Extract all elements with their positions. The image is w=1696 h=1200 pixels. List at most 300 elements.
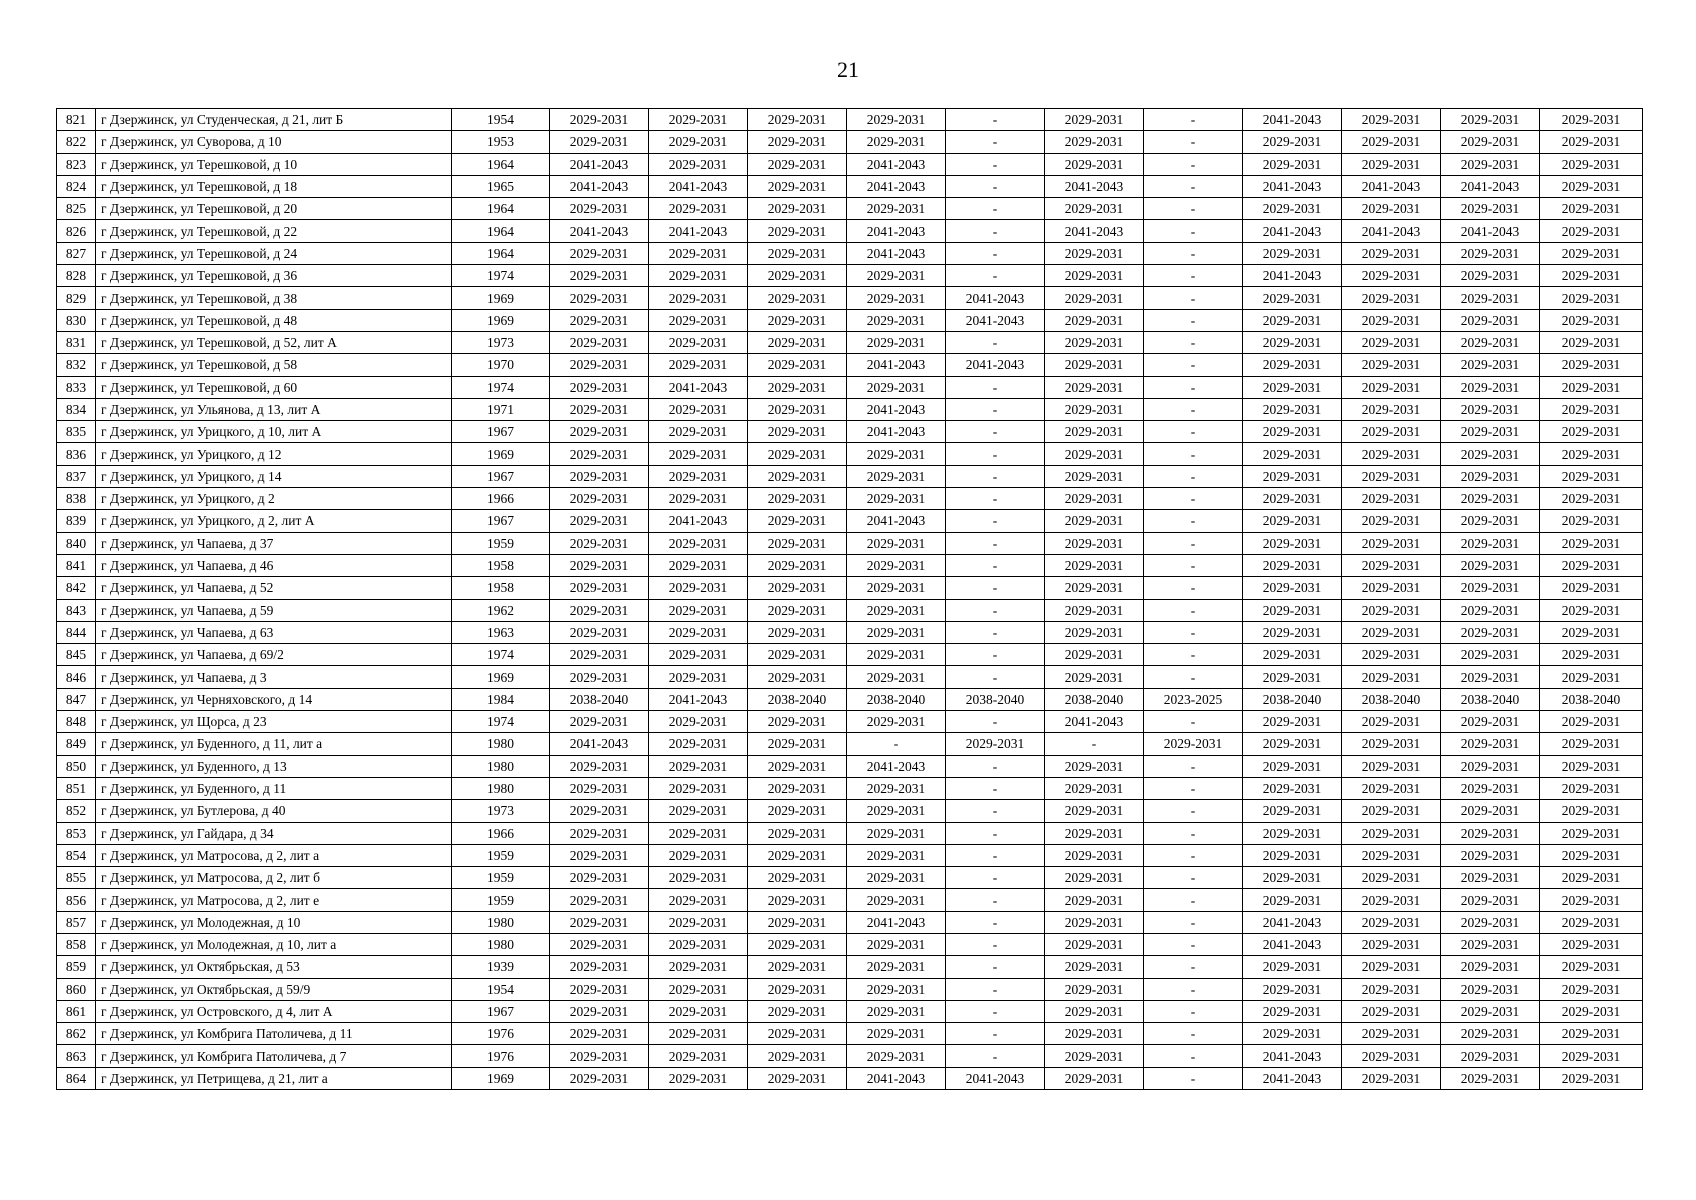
period-cell: 2029-2031 bbox=[1540, 398, 1643, 420]
period-cell: 2029-2031 bbox=[1243, 488, 1342, 510]
year-cell: 1962 bbox=[452, 599, 550, 621]
period-cell: 2029-2031 bbox=[1045, 644, 1144, 666]
period-cell: - bbox=[847, 733, 946, 755]
table-row bbox=[57, 577, 1643, 599]
period-cell: 2029-2031 bbox=[649, 755, 748, 777]
address-cell: г Дзержинск, ул Урицкого, д 2, лит А bbox=[96, 510, 452, 532]
period-cell: 2041-2043 bbox=[1243, 933, 1342, 955]
period-cell: - bbox=[946, 867, 1045, 889]
period-cell: 2029-2031 bbox=[1441, 621, 1540, 643]
period-cell: 2029-2031 bbox=[1441, 287, 1540, 309]
row-number-cell: 863 bbox=[57, 1045, 96, 1067]
period-cell: 2029-2031 bbox=[1540, 532, 1643, 554]
table-row bbox=[57, 398, 1643, 420]
period-cell: 2029-2031 bbox=[1045, 488, 1144, 510]
address-cell: г Дзержинск, ул Бутлерова, д 40 bbox=[96, 800, 452, 822]
period-cell: 2029-2031 bbox=[748, 956, 847, 978]
period-cell: 2029-2031 bbox=[1342, 621, 1441, 643]
period-cell: 2029-2031 bbox=[1045, 889, 1144, 911]
period-cell: 2029-2031 bbox=[1243, 666, 1342, 688]
period-cell: 2029-2031 bbox=[847, 844, 946, 866]
period-cell: 2029-2031 bbox=[1441, 844, 1540, 866]
period-cell: 2041-2043 bbox=[1342, 175, 1441, 197]
period-cell: 2029-2031 bbox=[1243, 510, 1342, 532]
period-cell: 2029-2031 bbox=[1540, 577, 1643, 599]
period-cell: 2041-2043 bbox=[649, 175, 748, 197]
period-cell: 2029-2031 bbox=[748, 510, 847, 532]
period-cell: 2029-2031 bbox=[1441, 354, 1540, 376]
period-cell: 2029-2031 bbox=[847, 956, 946, 978]
period-cell: - bbox=[1144, 577, 1243, 599]
period-cell: 2029-2031 bbox=[1045, 265, 1144, 287]
period-cell: 2029-2031 bbox=[550, 777, 649, 799]
period-cell: 2029-2031 bbox=[1045, 109, 1144, 131]
period-cell: 2029-2031 bbox=[1540, 1045, 1643, 1067]
period-cell: - bbox=[1144, 599, 1243, 621]
period-cell: 2029-2031 bbox=[1540, 733, 1643, 755]
period-cell: 2029-2031 bbox=[550, 577, 649, 599]
table-row bbox=[57, 911, 1643, 933]
address-cell: г Дзержинск, ул Щорса, д 23 bbox=[96, 711, 452, 733]
table-row bbox=[57, 800, 1643, 822]
period-cell: 2029-2031 bbox=[550, 554, 649, 576]
period-cell: 2029-2031 bbox=[847, 1000, 946, 1022]
period-cell: 2029-2031 bbox=[847, 376, 946, 398]
period-cell: 2029-2031 bbox=[748, 1023, 847, 1045]
period-cell: 2029-2031 bbox=[1342, 644, 1441, 666]
period-cell: 2029-2031 bbox=[748, 844, 847, 866]
row-number-cell: 841 bbox=[57, 554, 96, 576]
period-cell: 2029-2031 bbox=[1243, 577, 1342, 599]
row-number-cell: 823 bbox=[57, 153, 96, 175]
period-cell: 2029-2031 bbox=[1540, 666, 1643, 688]
period-cell: - bbox=[1144, 800, 1243, 822]
period-cell: 2041-2043 bbox=[649, 510, 748, 532]
period-cell: 2029-2031 bbox=[550, 599, 649, 621]
period-cell: 2029-2031 bbox=[1243, 956, 1342, 978]
row-number-cell: 858 bbox=[57, 933, 96, 955]
period-cell: 2041-2043 bbox=[847, 175, 946, 197]
period-cell: 2029-2031 bbox=[748, 198, 847, 220]
period-cell: - bbox=[1144, 265, 1243, 287]
table-row bbox=[57, 867, 1643, 889]
period-cell: 2029-2031 bbox=[1243, 242, 1342, 264]
address-cell: г Дзержинск, ул Молодежная, д 10 bbox=[96, 911, 452, 933]
period-cell: 2029-2031 bbox=[1441, 198, 1540, 220]
period-cell: 2029-2031 bbox=[1243, 398, 1342, 420]
period-cell: - bbox=[1144, 242, 1243, 264]
period-cell: 2029-2031 bbox=[1441, 398, 1540, 420]
address-cell: г Дзержинск, ул Терешковой, д 38 bbox=[96, 287, 452, 309]
table-row bbox=[57, 956, 1643, 978]
period-cell: 2029-2031 bbox=[748, 331, 847, 353]
period-cell: 2029-2031 bbox=[1441, 465, 1540, 487]
period-cell: 2029-2031 bbox=[748, 109, 847, 131]
period-cell: 2029-2031 bbox=[847, 777, 946, 799]
period-cell: 2029-2031 bbox=[1045, 577, 1144, 599]
address-cell: г Дзержинск, ул Чапаева, д 3 bbox=[96, 666, 452, 688]
year-cell: 1980 bbox=[452, 933, 550, 955]
period-cell: 2029-2031 bbox=[550, 755, 649, 777]
period-cell: 2029-2031 bbox=[748, 554, 847, 576]
row-number-cell: 845 bbox=[57, 644, 96, 666]
period-cell: 2029-2031 bbox=[1045, 621, 1144, 643]
period-cell: 2029-2031 bbox=[1243, 755, 1342, 777]
period-cell: - bbox=[1144, 666, 1243, 688]
period-cell: - bbox=[946, 844, 1045, 866]
period-cell: 2029-2031 bbox=[1540, 889, 1643, 911]
period-cell: 2029-2031 bbox=[649, 822, 748, 844]
period-cell: 2029-2031 bbox=[1342, 443, 1441, 465]
period-cell: - bbox=[1144, 443, 1243, 465]
period-cell: 2029-2031 bbox=[946, 733, 1045, 755]
period-cell: 2029-2031 bbox=[748, 666, 847, 688]
period-cell: 2029-2031 bbox=[550, 443, 649, 465]
period-cell: - bbox=[946, 465, 1045, 487]
period-cell: 2029-2031 bbox=[1540, 800, 1643, 822]
period-cell: - bbox=[1144, 1023, 1243, 1045]
page-number: 21 bbox=[837, 57, 859, 82]
period-cell: 2029-2031 bbox=[649, 309, 748, 331]
table-row bbox=[57, 131, 1643, 153]
period-cell: 2029-2031 bbox=[1045, 242, 1144, 264]
year-cell: 1964 bbox=[452, 220, 550, 242]
address-cell: г Дзержинск, ул Октябрьская, д 59/9 bbox=[96, 978, 452, 1000]
period-cell: 2029-2031 bbox=[1441, 733, 1540, 755]
period-cell: 2029-2031 bbox=[748, 867, 847, 889]
table-row bbox=[57, 688, 1643, 710]
period-cell: 2041-2043 bbox=[550, 733, 649, 755]
period-cell: 2029-2031 bbox=[847, 599, 946, 621]
table-row bbox=[57, 1067, 1643, 1089]
period-cell: 2029-2031 bbox=[748, 175, 847, 197]
period-cell: 2029-2031 bbox=[847, 265, 946, 287]
period-cell: 2029-2031 bbox=[1045, 933, 1144, 955]
address-cell: г Дзержинск, ул Урицкого, д 10, лит А bbox=[96, 421, 452, 443]
period-cell: 2029-2031 bbox=[649, 889, 748, 911]
row-number-cell: 832 bbox=[57, 354, 96, 376]
period-cell: 2029-2031 bbox=[1243, 153, 1342, 175]
address-cell: г Дзержинск, ул Терешковой, д 60 bbox=[96, 376, 452, 398]
period-cell: 2029-2031 bbox=[847, 933, 946, 955]
period-cell: 2041-2043 bbox=[1045, 711, 1144, 733]
period-cell: 2041-2043 bbox=[1441, 220, 1540, 242]
period-cell: 2029-2031 bbox=[1540, 755, 1643, 777]
period-cell: 2029-2031 bbox=[550, 488, 649, 510]
period-cell: 2029-2031 bbox=[1441, 1000, 1540, 1022]
period-cell: 2029-2031 bbox=[1342, 354, 1441, 376]
row-number-cell: 851 bbox=[57, 777, 96, 799]
period-cell: 2029-2031 bbox=[1045, 443, 1144, 465]
period-cell: 2029-2031 bbox=[550, 331, 649, 353]
row-number-cell: 833 bbox=[57, 376, 96, 398]
period-cell: 2038-2040 bbox=[1243, 688, 1342, 710]
table-row bbox=[57, 621, 1643, 643]
period-cell: 2029-2031 bbox=[1441, 131, 1540, 153]
period-cell: 2029-2031 bbox=[1045, 421, 1144, 443]
period-cell: 2029-2031 bbox=[550, 800, 649, 822]
period-cell: 2029-2031 bbox=[550, 198, 649, 220]
address-cell: г Дзержинск, ул Матросова, д 2, лит а bbox=[96, 844, 452, 866]
period-cell: 2029-2031 bbox=[1342, 933, 1441, 955]
year-cell: 1974 bbox=[452, 644, 550, 666]
period-cell: - bbox=[1144, 755, 1243, 777]
table-row bbox=[57, 711, 1643, 733]
period-cell: - bbox=[946, 331, 1045, 353]
period-cell: - bbox=[1144, 421, 1243, 443]
period-cell: 2029-2031 bbox=[1045, 777, 1144, 799]
period-cell: 2029-2031 bbox=[847, 331, 946, 353]
period-cell: 2029-2031 bbox=[1441, 800, 1540, 822]
year-cell: 1974 bbox=[452, 711, 550, 733]
period-cell: 2029-2031 bbox=[1342, 1045, 1441, 1067]
address-cell: г Дзержинск, ул Чапаева, д 69/2 bbox=[96, 644, 452, 666]
period-cell: 2029-2031 bbox=[1441, 1067, 1540, 1089]
address-cell: г Дзержинск, ул Петрищева, д 21, лит а bbox=[96, 1067, 452, 1089]
period-cell: 2029-2031 bbox=[1342, 956, 1441, 978]
period-cell: 2029-2031 bbox=[1540, 844, 1643, 866]
period-cell: 2029-2031 bbox=[1540, 822, 1643, 844]
period-cell: 2038-2040 bbox=[946, 688, 1045, 710]
row-number-cell: 854 bbox=[57, 844, 96, 866]
period-cell: 2029-2031 bbox=[1441, 510, 1540, 532]
period-cell: 2029-2031 bbox=[1045, 911, 1144, 933]
row-number-cell: 853 bbox=[57, 822, 96, 844]
period-cell: - bbox=[1144, 398, 1243, 420]
period-cell: 2041-2043 bbox=[946, 1067, 1045, 1089]
period-cell: 2029-2031 bbox=[1045, 666, 1144, 688]
period-cell: 2029-2031 bbox=[649, 1023, 748, 1045]
period-cell: 2029-2031 bbox=[1540, 1067, 1643, 1089]
year-cell: 1966 bbox=[452, 822, 550, 844]
address-cell: г Дзержинск, ул Октябрьская, д 53 bbox=[96, 956, 452, 978]
address-cell: г Дзержинск, ул Гайдара, д 34 bbox=[96, 822, 452, 844]
period-cell: - bbox=[946, 153, 1045, 175]
table-row bbox=[57, 309, 1643, 331]
period-cell: 2029-2031 bbox=[1342, 666, 1441, 688]
period-cell: 2029-2031 bbox=[1441, 666, 1540, 688]
address-cell: г Дзержинск, ул Ульянова, д 13, лит А bbox=[96, 398, 452, 420]
period-cell: - bbox=[1144, 309, 1243, 331]
table-row bbox=[57, 175, 1643, 197]
period-cell: 2029-2031 bbox=[649, 354, 748, 376]
period-cell: 2038-2040 bbox=[847, 688, 946, 710]
period-cell: 2029-2031 bbox=[1342, 421, 1441, 443]
period-cell: 2029-2031 bbox=[847, 532, 946, 554]
year-cell: 1959 bbox=[452, 889, 550, 911]
address-cell: г Дзержинск, ул Урицкого, д 14 bbox=[96, 465, 452, 487]
row-number-cell: 836 bbox=[57, 443, 96, 465]
year-cell: 1967 bbox=[452, 1000, 550, 1022]
period-cell: 2029-2031 bbox=[1540, 153, 1643, 175]
period-cell: 2041-2043 bbox=[847, 220, 946, 242]
period-cell: 2029-2031 bbox=[1441, 242, 1540, 264]
period-cell: 2029-2031 bbox=[1540, 867, 1643, 889]
period-cell: 2029-2031 bbox=[1540, 933, 1643, 955]
period-cell: 2029-2031 bbox=[1243, 443, 1342, 465]
period-cell: 2029-2031 bbox=[1045, 956, 1144, 978]
address-cell: г Дзержинск, ул Черняховского, д 14 bbox=[96, 688, 452, 710]
period-cell: 2029-2031 bbox=[748, 978, 847, 1000]
period-cell: 2029-2031 bbox=[550, 510, 649, 532]
row-number-cell: 850 bbox=[57, 755, 96, 777]
period-cell: 2029-2031 bbox=[1342, 309, 1441, 331]
address-cell: г Дзержинск, ул Суворова, д 10 bbox=[96, 131, 452, 153]
period-cell: 2029-2031 bbox=[748, 532, 847, 554]
period-cell: 2029-2031 bbox=[1045, 599, 1144, 621]
year-cell: 1969 bbox=[452, 309, 550, 331]
period-cell: 2029-2031 bbox=[550, 844, 649, 866]
period-cell: 2041-2043 bbox=[847, 153, 946, 175]
address-cell: г Дзержинск, ул Терешковой, д 18 bbox=[96, 175, 452, 197]
period-cell: 2029-2031 bbox=[1045, 800, 1144, 822]
address-cell: г Дзержинск, ул Терешковой, д 22 bbox=[96, 220, 452, 242]
period-cell: 2029-2031 bbox=[1441, 978, 1540, 1000]
period-cell: 2029-2031 bbox=[1045, 309, 1144, 331]
period-cell: - bbox=[946, 109, 1045, 131]
year-cell: 1969 bbox=[452, 1067, 550, 1089]
period-cell: - bbox=[946, 621, 1045, 643]
period-cell: 2029-2031 bbox=[1045, 398, 1144, 420]
period-cell: 2038-2040 bbox=[748, 688, 847, 710]
period-cell: 2041-2043 bbox=[1045, 175, 1144, 197]
address-cell: г Дзержинск, ул Молодежная, д 10, лит а bbox=[96, 933, 452, 955]
period-cell: - bbox=[1144, 175, 1243, 197]
row-number-cell: 825 bbox=[57, 198, 96, 220]
row-number-cell: 852 bbox=[57, 800, 96, 822]
period-cell: 2029-2031 bbox=[649, 1045, 748, 1067]
period-cell: 2029-2031 bbox=[1540, 354, 1643, 376]
year-cell: 1953 bbox=[452, 131, 550, 153]
period-cell: 2029-2031 bbox=[1045, 331, 1144, 353]
address-cell: г Дзержинск, ул Матросова, д 2, лит е bbox=[96, 889, 452, 911]
period-cell: 2029-2031 bbox=[1540, 644, 1643, 666]
table-body bbox=[57, 109, 1643, 1090]
period-cell: 2029-2031 bbox=[1045, 844, 1144, 866]
period-cell: 2029-2031 bbox=[1045, 978, 1144, 1000]
period-cell: - bbox=[1045, 733, 1144, 755]
year-cell: 1964 bbox=[452, 242, 550, 264]
address-cell: г Дзержинск, ул Терешковой, д 20 bbox=[96, 198, 452, 220]
period-cell: 2029-2031 bbox=[748, 153, 847, 175]
period-cell: 2029-2031 bbox=[847, 443, 946, 465]
year-cell: 1969 bbox=[452, 666, 550, 688]
period-cell: - bbox=[1144, 867, 1243, 889]
period-cell: 2029-2031 bbox=[649, 666, 748, 688]
year-cell: 1973 bbox=[452, 331, 550, 353]
row-number-cell: 843 bbox=[57, 599, 96, 621]
table-row bbox=[57, 777, 1643, 799]
period-cell: 2029-2031 bbox=[649, 867, 748, 889]
period-cell: 2029-2031 bbox=[550, 421, 649, 443]
period-cell: 2041-2043 bbox=[649, 376, 748, 398]
period-cell: 2029-2031 bbox=[1045, 198, 1144, 220]
period-cell: 2029-2031 bbox=[748, 599, 847, 621]
period-cell: 2029-2031 bbox=[1540, 554, 1643, 576]
period-cell: 2029-2031 bbox=[847, 666, 946, 688]
period-cell: 2029-2031 bbox=[550, 265, 649, 287]
period-cell: 2029-2031 bbox=[1540, 599, 1643, 621]
period-cell: - bbox=[946, 956, 1045, 978]
year-cell: 1971 bbox=[452, 398, 550, 420]
period-cell: 2029-2031 bbox=[550, 109, 649, 131]
period-cell: 2041-2043 bbox=[847, 421, 946, 443]
period-cell: 2029-2031 bbox=[847, 711, 946, 733]
table-row bbox=[57, 331, 1643, 353]
table-row bbox=[57, 242, 1643, 264]
period-cell: 2029-2031 bbox=[847, 287, 946, 309]
period-cell: 2029-2031 bbox=[1342, 131, 1441, 153]
year-cell: 1980 bbox=[452, 911, 550, 933]
period-cell: - bbox=[1144, 153, 1243, 175]
period-cell: 2041-2043 bbox=[1243, 1067, 1342, 1089]
period-cell: 2029-2031 bbox=[847, 554, 946, 576]
period-cell: 2029-2031 bbox=[1342, 398, 1441, 420]
period-cell: 2029-2031 bbox=[1045, 465, 1144, 487]
address-cell: г Дзержинск, ул Буденного, д 13 bbox=[96, 755, 452, 777]
row-number-cell: 830 bbox=[57, 309, 96, 331]
period-cell: - bbox=[1144, 287, 1243, 309]
period-cell: 2041-2043 bbox=[1243, 175, 1342, 197]
address-cell: г Дзержинск, ул Терешковой, д 48 bbox=[96, 309, 452, 331]
period-cell: 2029-2031 bbox=[748, 1045, 847, 1067]
period-cell: 2029-2031 bbox=[847, 1023, 946, 1045]
period-cell: 2029-2031 bbox=[649, 621, 748, 643]
period-cell: 2029-2031 bbox=[1540, 309, 1643, 331]
period-cell: 2029-2031 bbox=[1540, 421, 1643, 443]
period-cell: 2029-2031 bbox=[1342, 711, 1441, 733]
row-number-cell: 837 bbox=[57, 465, 96, 487]
period-cell: 2029-2031 bbox=[550, 822, 649, 844]
period-cell: - bbox=[1144, 956, 1243, 978]
period-cell: 2029-2031 bbox=[1243, 711, 1342, 733]
row-number-cell: 840 bbox=[57, 532, 96, 554]
period-cell: 2029-2031 bbox=[1540, 1023, 1643, 1045]
period-cell: - bbox=[946, 265, 1045, 287]
period-cell: 2029-2031 bbox=[748, 465, 847, 487]
period-cell: 2029-2031 bbox=[1342, 265, 1441, 287]
period-cell: 2029-2031 bbox=[550, 956, 649, 978]
period-cell: 2029-2031 bbox=[649, 844, 748, 866]
period-cell: 2029-2031 bbox=[649, 265, 748, 287]
table-row bbox=[57, 1023, 1643, 1045]
period-cell: 2029-2031 bbox=[748, 777, 847, 799]
period-cell: 2029-2031 bbox=[1045, 822, 1144, 844]
period-cell: 2029-2031 bbox=[1441, 443, 1540, 465]
address-cell: г Дзержинск, ул Комбрига Патоличева, д 7 bbox=[96, 1045, 452, 1067]
period-cell: 2029-2031 bbox=[1441, 331, 1540, 353]
period-cell: 2029-2031 bbox=[1243, 777, 1342, 799]
period-cell: 2029-2031 bbox=[1441, 777, 1540, 799]
period-cell: 2029-2031 bbox=[847, 309, 946, 331]
period-cell: 2029-2031 bbox=[649, 956, 748, 978]
row-number-cell: 829 bbox=[57, 287, 96, 309]
period-cell: 2029-2031 bbox=[748, 309, 847, 331]
period-cell: 2029-2031 bbox=[1342, 109, 1441, 131]
table-row bbox=[57, 889, 1643, 911]
period-cell: 2029-2031 bbox=[1243, 844, 1342, 866]
period-cell: - bbox=[946, 131, 1045, 153]
period-cell: 2041-2043 bbox=[847, 755, 946, 777]
period-cell: 2029-2031 bbox=[649, 398, 748, 420]
year-cell: 1980 bbox=[452, 755, 550, 777]
period-cell: 2038-2040 bbox=[1441, 688, 1540, 710]
period-cell: - bbox=[1144, 822, 1243, 844]
period-cell: 2041-2043 bbox=[1243, 265, 1342, 287]
table-row bbox=[57, 287, 1643, 309]
period-cell: - bbox=[1144, 889, 1243, 911]
year-cell: 1963 bbox=[452, 621, 550, 643]
